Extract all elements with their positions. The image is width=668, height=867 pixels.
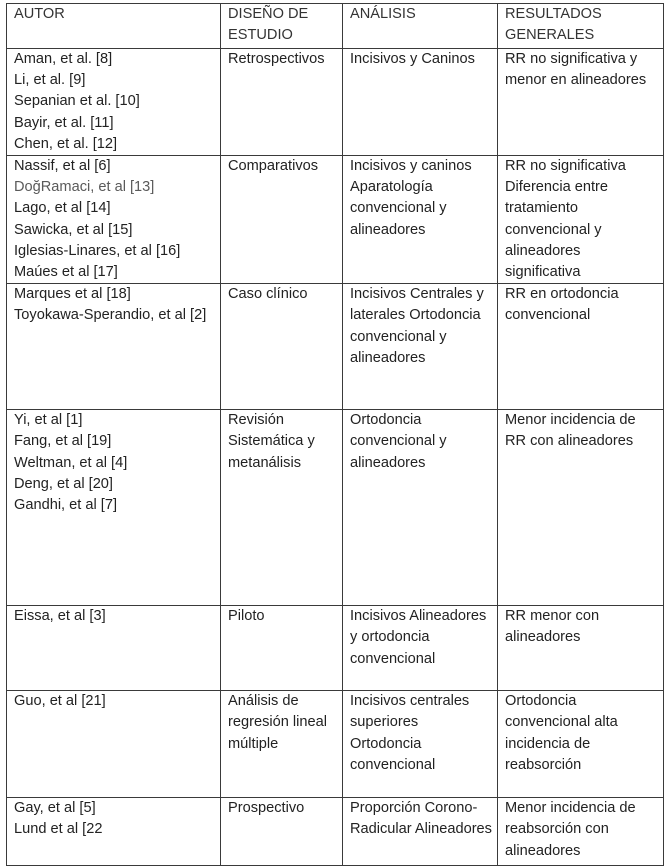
cell-diseno bbox=[221, 798, 343, 866]
cell-analisis bbox=[343, 798, 498, 866]
cell-analisis bbox=[343, 284, 498, 410]
cell-autores bbox=[7, 410, 221, 606]
header-resultados bbox=[498, 4, 664, 49]
cell-resultados bbox=[498, 156, 664, 284]
cell-resultados bbox=[498, 410, 664, 606]
analisis-text: Proporción Corono-Radicular Alineadores bbox=[350, 800, 492, 838]
cell-autores bbox=[7, 606, 221, 691]
author-entry: Aman, et al. [8] bbox=[14, 51, 113, 67]
author-entry: Li, et al. [9] bbox=[14, 72, 86, 89]
cell-diseno bbox=[221, 410, 343, 606]
resultados-text: Menor incidencia de reabsorción con alineadores bbox=[505, 800, 636, 859]
cell-resultados bbox=[498, 49, 664, 156]
author-entry: Bayir, et al. [11] bbox=[14, 114, 114, 131]
author-entry: Weltman, et al [4] bbox=[14, 454, 128, 471]
author-entry: Nassif, et al [6] bbox=[14, 158, 111, 175]
analisis-text: Incisivos y Caninos bbox=[350, 51, 475, 67]
resultados-text: RR no significativa y menor en alineadores bbox=[505, 51, 647, 89]
cell-analisis bbox=[343, 691, 498, 798]
author-entry: Sepanian et al. [10] bbox=[14, 93, 140, 110]
cell-autores bbox=[7, 284, 221, 410]
cell-diseno bbox=[221, 691, 343, 798]
author-entry: Yi, et al [1] bbox=[14, 412, 83, 429]
cell-autores bbox=[7, 156, 221, 284]
analisis-text: Incisivos Centrales y laterales Ortodoncia convencional y alineadores bbox=[350, 286, 484, 366]
analisis-text: Incisivos Alineadores y ortodoncia convencional bbox=[350, 608, 487, 667]
diseno-text: Piloto bbox=[228, 608, 265, 625]
cell-analisis bbox=[343, 156, 498, 284]
author-entry: Marques et al [18] bbox=[14, 286, 131, 303]
table-row bbox=[7, 410, 664, 606]
resultados-text: RR en ortodoncia convencional bbox=[505, 286, 619, 324]
author-entry: Guo, et al [21] bbox=[14, 693, 106, 710]
diseno-text: Revisión Sistemática y metanálisis bbox=[228, 412, 315, 471]
table-header-row bbox=[7, 4, 664, 49]
author-entry: Fang, et al [19] bbox=[14, 433, 112, 450]
analisis-text: Incisivos y caninos Aparatología convencional y alineadores bbox=[350, 158, 472, 238]
cell-diseno bbox=[221, 156, 343, 284]
author-entry: Iglesias-Linares, et al [16] bbox=[14, 242, 181, 259]
header-analisis-text: ANÁLISIS bbox=[350, 6, 416, 22]
table-row bbox=[7, 156, 664, 284]
resultados-text: Ortodoncia convencional alta incidencia de reabsorción bbox=[505, 693, 618, 773]
diseno-text: Retrospectivos bbox=[228, 51, 325, 67]
author-entry: Lund et al [22 bbox=[14, 821, 103, 838]
table-row bbox=[7, 284, 664, 410]
author-entry: DoğRamaci, et al [13] bbox=[14, 179, 155, 196]
cell-resultados bbox=[498, 798, 664, 866]
author-entry: Gay, et al [5] bbox=[14, 800, 96, 817]
author-entry: Sawicka, et al [15] bbox=[14, 221, 133, 238]
header-resultados-text: RESULTADOS GENERALES bbox=[505, 6, 602, 44]
author-entry: Chen, et al. [12] bbox=[14, 135, 118, 152]
diseno-text: Caso clínico bbox=[228, 286, 308, 303]
author-entry: Deng, et al [20] bbox=[14, 475, 113, 492]
cell-resultados bbox=[498, 606, 664, 691]
header-analisis bbox=[343, 4, 498, 49]
diseno-text: Comparativos bbox=[228, 158, 319, 175]
cell-resultados bbox=[498, 284, 664, 410]
literature-table bbox=[6, 3, 664, 866]
cell-autores bbox=[7, 49, 221, 156]
analisis-text: Ortodoncia convencional y alineadores bbox=[350, 412, 447, 471]
cell-analisis bbox=[343, 410, 498, 606]
header-autor-text: AUTOR bbox=[14, 6, 65, 22]
diseno-text: Prospectivo bbox=[228, 800, 305, 817]
table-row bbox=[7, 798, 664, 866]
resultados-text: Menor incidencia de RR con alineadores bbox=[505, 412, 636, 450]
header-autor bbox=[7, 4, 221, 49]
table-row bbox=[7, 691, 664, 798]
cell-diseno bbox=[221, 606, 343, 691]
author-entry: Gandhi, et al [7] bbox=[14, 497, 118, 514]
author-entry: Eissa, et al [3] bbox=[14, 608, 106, 625]
cell-diseno bbox=[221, 284, 343, 410]
author-entry: Lago, et al [14] bbox=[14, 200, 111, 217]
resultados-text: RR no significativa Diferencia entre tratamiento convencional y alineadores significativa bbox=[505, 158, 626, 281]
analisis-text: Incisivos centrales superiores Ortodoncia convencional bbox=[350, 693, 470, 773]
cell-diseno bbox=[221, 49, 343, 156]
table-row bbox=[7, 606, 664, 691]
author-entry: Toyokawa-Sperandio, et al [2] bbox=[14, 307, 207, 324]
table-row bbox=[7, 49, 664, 156]
author-entry: Maúes et al [17] bbox=[14, 264, 118, 281]
cell-resultados bbox=[498, 691, 664, 798]
cell-analisis bbox=[343, 49, 498, 156]
cell-analisis bbox=[343, 606, 498, 691]
cell-autores bbox=[7, 798, 221, 866]
diseno-text: Análisis de regresión lineal múltiple bbox=[228, 693, 327, 752]
cell-autores bbox=[7, 691, 221, 798]
header-diseno bbox=[221, 4, 343, 49]
resultados-text: RR menor con alineadores bbox=[505, 608, 600, 646]
header-diseno-text: DISEÑO DE ESTUDIO bbox=[228, 6, 309, 44]
